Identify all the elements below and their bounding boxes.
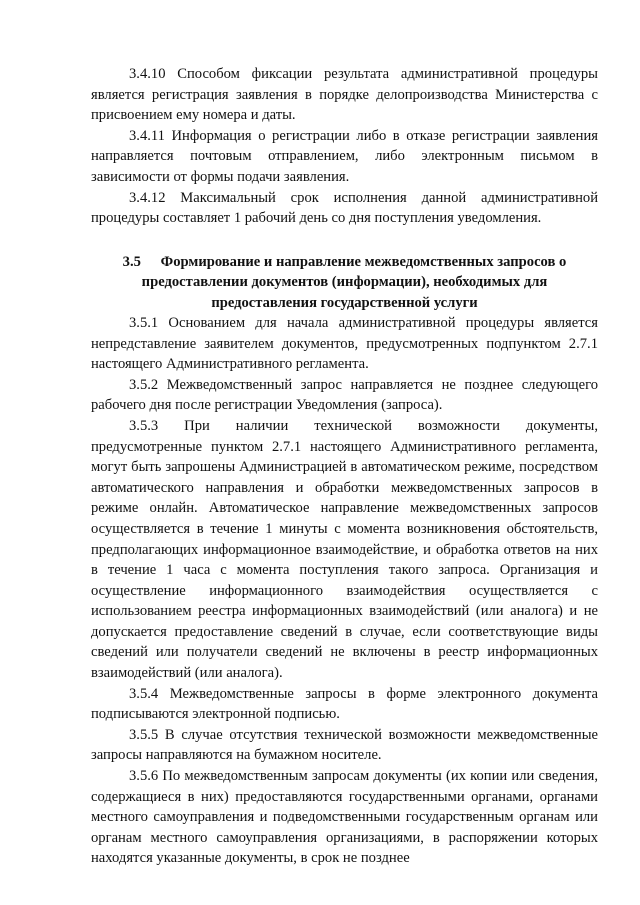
paragraph-3-5-4 — [91, 684, 598, 725]
paragraph-text: Способом фиксации результата административной процедуры является регистрация заявления в порядке делопроизводства Министерства с присвоением ему номера и даты. — [91, 66, 598, 124]
paragraph-number: 3.5.1 — [129, 314, 159, 331]
paragraph-3-4-12 — [91, 188, 598, 229]
paragraph-3-5-1 — [91, 313, 598, 375]
section-title: Формирование и направление межведомственных запросов о предоставлении документов (информации), необходимых для предоставления государственной услуги — [141, 253, 567, 311]
section-heading — [91, 252, 598, 313]
paragraph-3-4-11 — [91, 126, 598, 188]
paragraph-3-5-2 — [91, 375, 598, 416]
paragraph-3-4-10 — [91, 64, 598, 126]
paragraph-3-5-3 — [91, 416, 598, 684]
paragraph-text: При наличии технической возможности документы, предусмотренные пунктом 2.7.1 настоящего Административного регламента, могут быть запрошены Администрацией в автоматическом режиме, посредством автоматического направления и обработки межведомственных запросов в режиме онлайн. Автоматическое направление межведомственных запросов осуществляется в течение 1 минуты с момента возникновения обстоятельств, предполагающих информационное взаимодействие, и обработка ответов на них в течение 1 часа с момента поступления такого запроса. Организация и осуществление информационного взаимодействия осуществляется с использованием реестра информационных взаимодействий (или аналога) и не допускается предоставление сведений в случае, если соответствующие виды сведений или получатели сведений не включены в реестр информационных взаимодействий (или аналога). — [91, 417, 598, 682]
paragraph-text: Межведомственный запрос направляется не позднее следующего рабочего дня после регистрации Уведомления (запроса). — [91, 376, 598, 414]
paragraph-text: Информация о регистрации либо в отказе регистрации заявления направляется почтовым отправлением, либо электронным письмом в зависимости от формы подачи заявления. — [91, 127, 598, 185]
paragraph-number: 3.4.11 — [129, 127, 165, 144]
paragraph-number: 3.4.12 — [129, 189, 166, 206]
paragraph-number: 3.4.10 — [129, 66, 166, 82]
paragraph-text: Максимальный срок исполнения данной административной процедуры составляет 1 рабочий день со дня поступления уведомления. — [91, 189, 598, 227]
paragraph-text: Основанием для начала административной процедуры является непредставление заявителем документов, предусмотренных подпунктом 2.7.1 настоящего Административного регламента. — [91, 314, 598, 373]
paragraph-text: По межведомственным запросам документы (их копии или сведения, содержащиеся в них) предоставляются государственными органами, органами местного самоуправления и подведомственными государственным органам или органам местного самоуправления организациями, в распоряжении которых находятся указанные документы, в срок не позднее — [91, 768, 598, 867]
paragraph-number: 3.5.4 — [129, 685, 159, 702]
paragraph-number: 3.5.5 — [129, 726, 159, 743]
paragraph-number: 3.5.6 — [129, 768, 159, 785]
paragraph-number: 3.5.3 — [129, 417, 159, 434]
paragraph-text: Межведомственные запросы в форме электронного документа подписываются электронной подписью. — [91, 685, 598, 723]
paragraph-text: В случае отсутствия технической возможности межведомственные запросы направляются на бумажном носителе. — [91, 726, 598, 764]
document-page — [91, 64, 598, 869]
section-number: 3.5 — [122, 253, 141, 270]
paragraph-3-5-5 — [91, 725, 598, 766]
paragraph-number: 3.5.2 — [129, 376, 159, 393]
paragraph-3-5-6 — [91, 766, 598, 869]
